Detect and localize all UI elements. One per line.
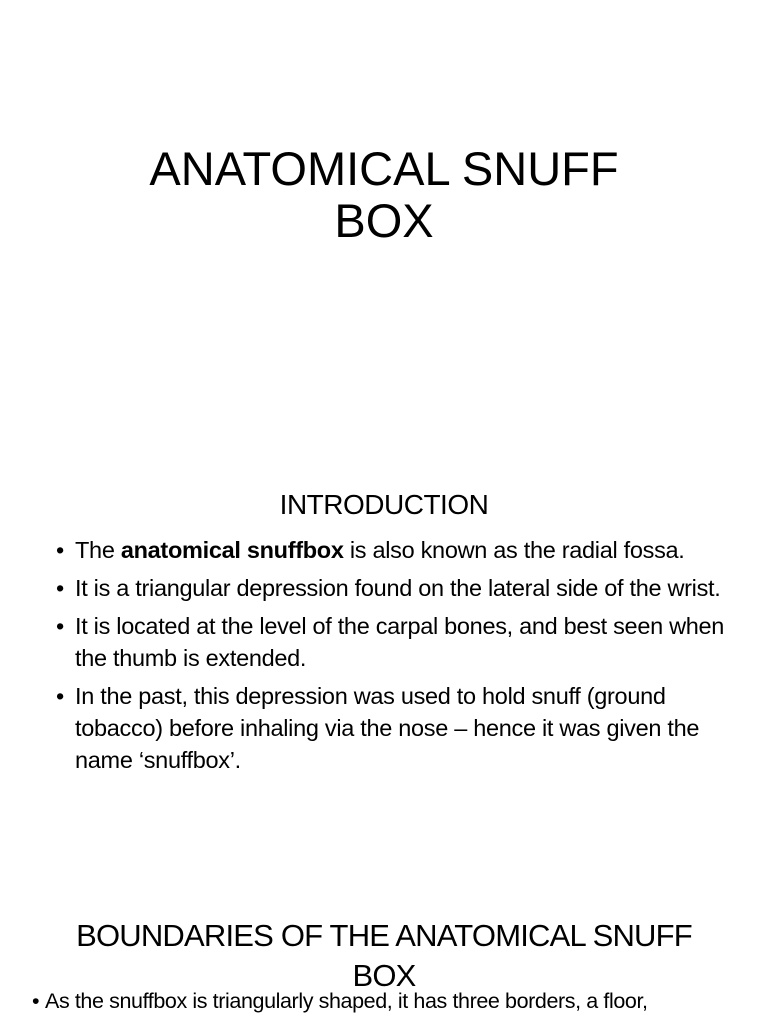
bullet-text-suffix: is also known as the radial fossa. (343, 537, 685, 563)
bullet-item (54, 572, 734, 604)
bullet-text: In the past, this depression was used to hold snuff (ground tobacco) before inhaling via the nose – hence it was given the name ‘snuffbox’. (75, 683, 700, 773)
bullet-text: It is a triangular depression found on the lateral side of the wrist. (75, 575, 721, 601)
bullet-icon: • (56, 575, 64, 601)
bullet-icon: • (56, 537, 64, 563)
bullet-icon: • (32, 989, 40, 1013)
slide-title (0, 143, 768, 247)
boundaries-bullet-list (30, 986, 750, 1016)
slide-title-line-2: BOX (334, 194, 434, 248)
boundaries-heading (0, 916, 768, 996)
bullet-icon: • (56, 683, 64, 709)
bullet-item (54, 610, 734, 674)
bullet-text-bold: anatomical snuffbox (120, 537, 344, 563)
introduction-bullet-list (54, 534, 734, 782)
bullet-item (54, 534, 734, 566)
slide-title-line-1: ANATOMICAL SNUFF (149, 142, 619, 196)
bullet-text-prefix: The (75, 537, 121, 563)
bullet-text: As the snuffbox is triangularly shaped, it has three borders, a floor, (45, 989, 648, 1013)
bullet-item (54, 680, 734, 776)
bullet-icon: • (56, 613, 64, 639)
boundaries-heading-line-1: BOUNDARIES OF THE ANATOMICAL SNUFF (76, 917, 692, 953)
bullet-item (30, 986, 750, 1016)
bullet-text: It is located at the level of the carpal bones, and best seen when the thumb is extended. (75, 613, 725, 671)
boundaries-heading-line-2: BOX (352, 957, 416, 993)
introduction-heading: INTRODUCTION (279, 489, 489, 521)
